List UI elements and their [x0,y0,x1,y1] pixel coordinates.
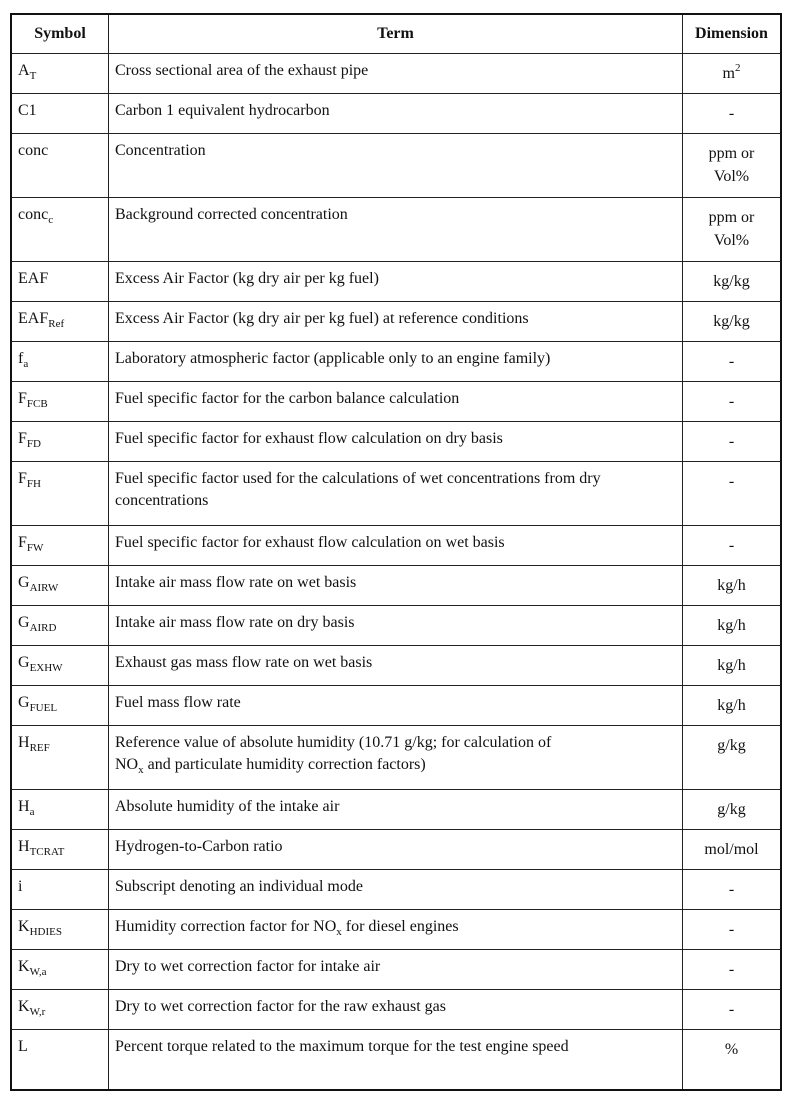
table-row [11,686,781,726]
term-cell: Intake air mass flow rate on dry basis [109,606,683,646]
dimension-cell: ppm or Vol% [683,134,782,198]
table-row [11,134,781,198]
symbol-cell: $H_{TCRAT}$ [11,830,109,870]
table-header-row [11,14,781,54]
table-row [11,910,781,950]
table-row [11,422,781,462]
term-cell: Cross sectional area of the exhaust pipe [109,54,683,94]
symbol-cell: $G_{EXHW}$ [11,646,109,686]
table-row [11,1030,781,1090]
symbol-cell: $F_{FCB}$ [11,382,109,422]
table-row [11,950,781,990]
table-row [11,54,781,94]
term-cell: Reference value of absolute humidity (10.71 g/kg; for calculation of $NO_x$ and particulate humidity correction factors) [109,726,683,790]
symbols-table [10,13,782,1091]
table-row [11,302,781,342]
term-cell: Concentration [109,134,683,198]
symbol-cell: L [11,1030,109,1090]
term-cell: Subscript denoting an individual mode [109,870,683,910]
dimension-cell: kg/kg [683,262,782,302]
symbol-cell: $G_{AIRW}$ [11,566,109,606]
symbol-cell: i [11,870,109,910]
symbol-cell: $F_{FH}$ [11,462,109,526]
term-cell: Fuel specific factor for exhaust flow calculation on dry basis [109,422,683,462]
dimension-cell: kg/kg [683,302,782,342]
term-cell: Excess Air Factor (kg dry air per kg fuel) [109,262,683,302]
dimension-cell: - [683,950,782,990]
term-cell: Hydrogen-to-Carbon ratio [109,830,683,870]
dimension-cell: - [683,342,782,382]
table-row [11,726,781,790]
table-row [11,526,781,566]
table-row [11,606,781,646]
term-cell: Excess Air Factor (kg dry air per kg fuel) at reference conditions [109,302,683,342]
dimension-cell: ppm or Vol% [683,198,782,262]
dimension-cell: kg/h [683,606,782,646]
dimension-cell: mol/mol [683,830,782,870]
dimension-cell: - [683,462,782,526]
dimension-cell: - [683,910,782,950]
symbol-cell: $A_T$ [11,54,109,94]
dimension-cell: - [683,990,782,1030]
symbol-cell: C1 [11,94,109,134]
table-row [11,198,781,262]
table-row [11,990,781,1030]
dimension-column-header: Dimension [683,14,782,54]
term-cell: Intake air mass flow rate on wet basis [109,566,683,606]
term-cell: Carbon 1 equivalent hydrocarbon [109,94,683,134]
term-cell: Humidity correction factor for $NO_x$ for diesel engines [109,910,683,950]
dimension-cell: - [683,94,782,134]
dimension-cell: g/kg [683,726,782,790]
term-cell: Percent torque related to the maximum torque for the test engine speed [109,1030,683,1090]
symbol-cell: $F_{FD}$ [11,422,109,462]
table-row [11,462,781,526]
symbol-cell: $EAF_{Ref}$ [11,302,109,342]
term-cell: Fuel mass flow rate [109,686,683,726]
table-row [11,646,781,686]
dimension-cell: kg/h [683,646,782,686]
symbol-cell: $H_a$ [11,790,109,830]
table-row [11,342,781,382]
dimension-cell: - [683,870,782,910]
term-cell: Dry to wet correction factor for intake air [109,950,683,990]
term-cell: Fuel specific factor for exhaust flow calculation on wet basis [109,526,683,566]
symbol-cell: $K_{W,r}$ [11,990,109,1030]
dimension-cell: - [683,526,782,566]
table-row [11,94,781,134]
term-cell: Background corrected concentration [109,198,683,262]
symbol-cell: $K_{W,a}$ [11,950,109,990]
symbol-cell: $G_{FUEL}$ [11,686,109,726]
dimension-cell: $m^2$ [683,54,782,94]
symbol-cell: $f_a$ [11,342,109,382]
dimension-cell: kg/h [683,566,782,606]
symbol-cell: $K_{HDIES}$ [11,910,109,950]
term-cell: Fuel specific factor used for the calculations of wet concentrations from dry concentrations [109,462,683,526]
dimension-cell: g/kg [683,790,782,830]
table-row [11,262,781,302]
table-row [11,830,781,870]
symbol-cell: $F_{FW}$ [11,526,109,566]
symbol-column-header: Symbol [11,14,109,54]
definitions-page [10,13,782,1091]
term-cell: Dry to wet correction factor for the raw exhaust gas [109,990,683,1030]
term-cell: Fuel specific factor for the carbon balance calculation [109,382,683,422]
dimension-cell: kg/h [683,686,782,726]
term-cell: Laboratory atmospheric factor (applicable only to an engine family) [109,342,683,382]
table-row [11,566,781,606]
table-row [11,870,781,910]
term-cell: Absolute humidity of the intake air [109,790,683,830]
dimension-cell: % [683,1030,782,1090]
symbol-cell: $G_{AIRD}$ [11,606,109,646]
term-column-header: Term [109,14,683,54]
symbol-cell: conc$_c$ [11,198,109,262]
dimension-cell: - [683,382,782,422]
table-row [11,382,781,422]
term-cell: Exhaust gas mass flow rate on wet basis [109,646,683,686]
symbol-cell: $H_{REF}$ [11,726,109,790]
symbol-cell: EAF [11,262,109,302]
dimension-cell: - [683,422,782,462]
table-row [11,790,781,830]
symbol-cell: conc [11,134,109,198]
